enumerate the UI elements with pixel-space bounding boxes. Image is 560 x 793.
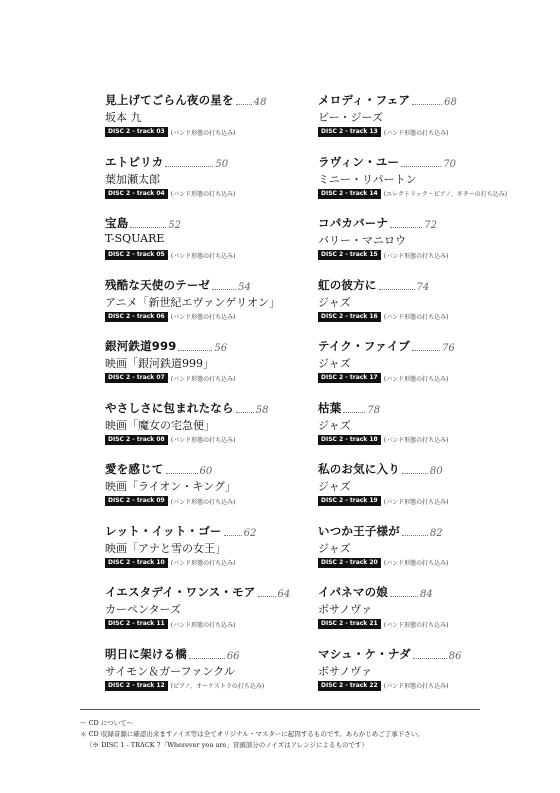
arrangement-note: (ピアノ、オーケストラの打ち込み)	[170, 683, 265, 690]
track-line	[105, 312, 315, 322]
page-number: 84	[419, 589, 433, 600]
song-title: 明日に架ける橋	[105, 646, 187, 661]
song-artist: 映画「ライオン・キング」	[105, 480, 237, 493]
track-badge: DISC 2 - track 22	[318, 681, 381, 691]
song-entry	[105, 400, 315, 462]
song-title: マシュ・ケ・ナダ	[318, 646, 411, 661]
song-entry	[105, 338, 315, 400]
title-line	[105, 584, 315, 600]
track-line	[105, 435, 315, 445]
title-line	[318, 92, 528, 108]
song-title: ラヴィン・ユー	[318, 154, 400, 169]
arrangement-note: (バンド形態の打ち込み)	[383, 498, 449, 506]
title-line	[105, 400, 315, 416]
page-number: 70	[443, 158, 456, 170]
song-artist: ジャズ	[318, 480, 351, 493]
song-entry	[105, 523, 315, 585]
leader-dots	[224, 535, 242, 536]
right-column	[318, 92, 528, 707]
cd-notes-line-1: ＊ CD 収録音源に確認出来ますノイズ等は全てオリジナル・マスターに起因するものです。あらかじめご了承下さい。	[80, 730, 424, 738]
song-artist: バリー・マニロウ	[318, 234, 406, 247]
page-number: 48	[253, 97, 267, 108]
leader-dots	[413, 658, 447, 659]
page-number: 64	[277, 589, 291, 600]
arrangement-note: (バンド形態の打ち込み)	[383, 560, 449, 567]
song-entry	[105, 646, 315, 708]
track-badge: DISC 2 - track 04	[105, 189, 168, 199]
song-artist: ボサノヴァ	[318, 664, 373, 678]
page-number: 56	[214, 343, 228, 354]
track-line	[105, 189, 315, 199]
page-number: 62	[243, 527, 257, 539]
arrangement-note: (バンド形態の打ち込み)	[383, 314, 449, 321]
song-title: メロディ・フェア	[318, 93, 411, 107]
leader-dots	[165, 166, 213, 167]
song-artist: アニメ「新世紀エヴァンゲリオン」	[105, 295, 281, 309]
title-line	[318, 584, 528, 600]
title-line	[318, 338, 528, 354]
song-entry	[105, 154, 315, 216]
track-badge: DISC 2 - track 15	[318, 250, 381, 260]
arrangement-note: (バンド形態の打ち込み)	[170, 191, 236, 198]
song-title: 宝島	[105, 216, 129, 230]
track-line	[318, 619, 528, 629]
song-artist: サイモン＆ガーファンクル	[105, 664, 235, 678]
title-line	[318, 400, 528, 416]
title-line	[105, 92, 315, 108]
track-badge: DISC 2 - track 06	[105, 312, 168, 322]
page-number: 74	[416, 281, 430, 293]
song-entry	[105, 584, 315, 646]
page-number: 86	[448, 650, 462, 662]
song-artist: ビー・ジーズ	[318, 111, 384, 124]
leader-dots	[402, 535, 428, 536]
track-badge: DISC 2 - track 05	[105, 250, 168, 260]
track-line	[318, 558, 528, 568]
arrangement-note: (バンド形態の打ち込み)	[383, 683, 449, 690]
arrangement-note: (バンド形態の打ち込み)	[383, 252, 449, 260]
leader-dots	[258, 596, 276, 597]
song-title: 枯葉	[318, 400, 342, 415]
song-entry	[105, 277, 315, 339]
track-badge: DISC 2 - track 13	[318, 127, 381, 137]
song-title: イパネマの娘	[318, 585, 388, 599]
song-artist: 映画「銀河鉄道999」	[105, 357, 214, 370]
page-number: 82	[429, 527, 443, 539]
arrangement-note: (バンド形態の打ち込み)	[170, 314, 236, 321]
song-artist: 映画「アナと雪の女王」	[105, 541, 226, 555]
leader-dots	[412, 350, 440, 351]
leader-dots	[390, 596, 418, 597]
page-number: 50	[215, 158, 229, 170]
song-title: いつか王子様が	[318, 523, 400, 538]
song-artist: ジャズ	[318, 357, 351, 370]
arrangement-note: (バンド形態の打ち込み)	[170, 129, 236, 137]
leader-dots	[412, 104, 442, 105]
song-artist: ジャズ	[318, 295, 351, 309]
track-badge: DISC 2 - track 18	[318, 435, 381, 445]
title-line	[318, 215, 528, 231]
track-line	[105, 250, 315, 260]
song-entry	[318, 584, 528, 646]
track-line	[105, 681, 315, 691]
title-line	[105, 646, 315, 662]
song-artist: 映画「魔女の宅急便」	[105, 418, 215, 432]
title-line	[318, 523, 528, 539]
title-line	[318, 277, 528, 293]
title-line	[318, 461, 528, 477]
page-number: 76	[442, 343, 455, 354]
title-line	[105, 154, 315, 170]
track-badge: DISC 2 - track 07	[105, 373, 168, 383]
song-entry	[318, 154, 528, 216]
leader-dots	[166, 473, 198, 474]
song-artist: ジャズ	[318, 418, 351, 432]
track-badge: DISC 2 - track 08	[105, 435, 168, 445]
track-line	[318, 127, 528, 137]
leader-dots	[236, 104, 252, 105]
track-badge: DISC 2 - track 09	[105, 496, 168, 506]
song-entry	[318, 646, 528, 708]
song-title: 虹の彼方に	[318, 277, 377, 292]
song-title: エトピリカ	[105, 154, 164, 169]
leader-dots	[390, 227, 422, 228]
track-line	[318, 312, 528, 322]
song-entry	[318, 523, 528, 585]
arrangement-note: (バンド形態の打ち込み)	[170, 375, 236, 383]
track-line	[318, 681, 528, 691]
song-entry	[318, 215, 528, 277]
left-column	[105, 92, 315, 707]
track-badge: DISC 2 - track 20	[318, 558, 381, 568]
song-title: イエスタデイ・ワンス・モア	[105, 585, 256, 599]
page-number: 68	[444, 97, 457, 108]
page-number: 78	[367, 404, 381, 416]
song-artist: ボサノヴァ	[318, 603, 373, 616]
leader-dots	[212, 289, 236, 290]
track-line	[105, 373, 315, 383]
leader-dots	[178, 350, 212, 351]
page-number: 58	[255, 404, 269, 416]
track-badge: DISC 2 - track 14	[318, 189, 381, 199]
song-title: 残酷な天使のテーゼ	[105, 277, 211, 292]
song-entry	[105, 92, 315, 154]
song-artist: 葉加瀬太郎	[105, 172, 160, 186]
track-line	[318, 373, 528, 383]
song-title: レット・イット・ゴー	[105, 523, 222, 538]
leader-dots	[379, 289, 415, 290]
page-number: 60	[199, 466, 213, 477]
track-badge: DISC 2 - track 19	[318, 496, 381, 506]
arrangement-note: (バンド形態の打ち込み)	[170, 621, 236, 629]
song-artist: ミニー・リパートン	[318, 172, 417, 186]
cd-notes-heading: ～ CD について～	[80, 719, 134, 727]
title-line	[105, 215, 315, 231]
cd-notes	[80, 709, 480, 751]
page-number: 66	[226, 650, 240, 662]
song-artist: T-SQUARE	[105, 232, 165, 245]
track-line	[105, 619, 315, 629]
title-line	[105, 523, 315, 539]
title-line	[105, 461, 315, 477]
song-title: 私のお気に入り	[318, 462, 400, 476]
arrangement-note: (バンド形態の打ち込み)	[383, 437, 449, 444]
track-line	[105, 558, 315, 568]
song-entry	[105, 461, 315, 523]
song-entry	[318, 277, 528, 339]
track-badge: DISC 2 - track 03	[105, 127, 168, 137]
title-line	[318, 154, 528, 170]
track-badge: DISC 2 - track 21	[318, 619, 381, 629]
leader-dots	[189, 658, 225, 659]
leader-dots	[401, 166, 441, 167]
track-line	[105, 127, 315, 137]
track-badge: DISC 2 - track 12	[105, 681, 168, 691]
song-entry	[318, 461, 528, 523]
title-line	[105, 277, 315, 293]
song-artist: ジャズ	[318, 541, 351, 555]
song-artist: 坂本 九	[105, 111, 142, 124]
leader-dots	[343, 412, 365, 413]
song-title: やさしさに包まれたなら	[105, 400, 234, 415]
track-line	[318, 189, 528, 199]
arrangement-note: (エレクトリック・ピアノ、ギターの打ち込み)	[383, 191, 508, 198]
song-title: 愛を感じて	[105, 462, 164, 476]
arrangement-note: (バンド形態の打ち込み)	[170, 560, 236, 567]
leader-dots	[236, 412, 254, 413]
arrangement-note: (バンド形態の打ち込み)	[170, 498, 236, 506]
leader-dots	[402, 473, 428, 474]
arrangement-note: (バンド形態の打ち込み)	[170, 437, 236, 444]
track-badge: DISC 2 - track 10	[105, 558, 168, 568]
page-number: 80	[429, 466, 443, 477]
song-title: 銀河鉄道999	[105, 339, 177, 353]
title-line	[105, 338, 315, 354]
track-line	[318, 435, 528, 445]
track-line	[318, 496, 528, 506]
page-number: 72	[424, 220, 437, 231]
track-badge: DISC 2 - track 11	[105, 619, 168, 629]
title-line	[318, 646, 528, 662]
cd-notes-line-2: （※ DISC 1 - TRACK 7「Wherever you are」冒頭部分のノイズはアレンジによるものです）	[86, 741, 369, 749]
song-title: 見上げてごらん夜の星を	[105, 93, 234, 107]
song-entry	[318, 400, 528, 462]
song-entry	[105, 215, 315, 277]
song-entry	[318, 92, 528, 154]
page-number: 52	[168, 220, 182, 231]
track-line	[318, 250, 528, 260]
leader-dots	[130, 227, 166, 228]
song-title: テイク・ファイブ	[318, 339, 410, 353]
arrangement-note: (バンド形態の打ち込み)	[383, 621, 449, 629]
track-line	[105, 496, 315, 506]
song-artist: カーペンターズ	[105, 603, 182, 616]
arrangement-note: (バンド形態の打ち込み)	[383, 375, 449, 383]
arrangement-note: (バンド形態の打ち込み)	[170, 252, 236, 260]
track-badge: DISC 2 - track 17	[318, 373, 381, 383]
track-badge: DISC 2 - track 16	[318, 312, 381, 322]
song-entry	[318, 338, 528, 400]
song-title: コパカバーナ	[318, 216, 389, 230]
page-number: 54	[238, 281, 251, 293]
arrangement-note: (バンド形態の打ち込み)	[383, 129, 449, 137]
